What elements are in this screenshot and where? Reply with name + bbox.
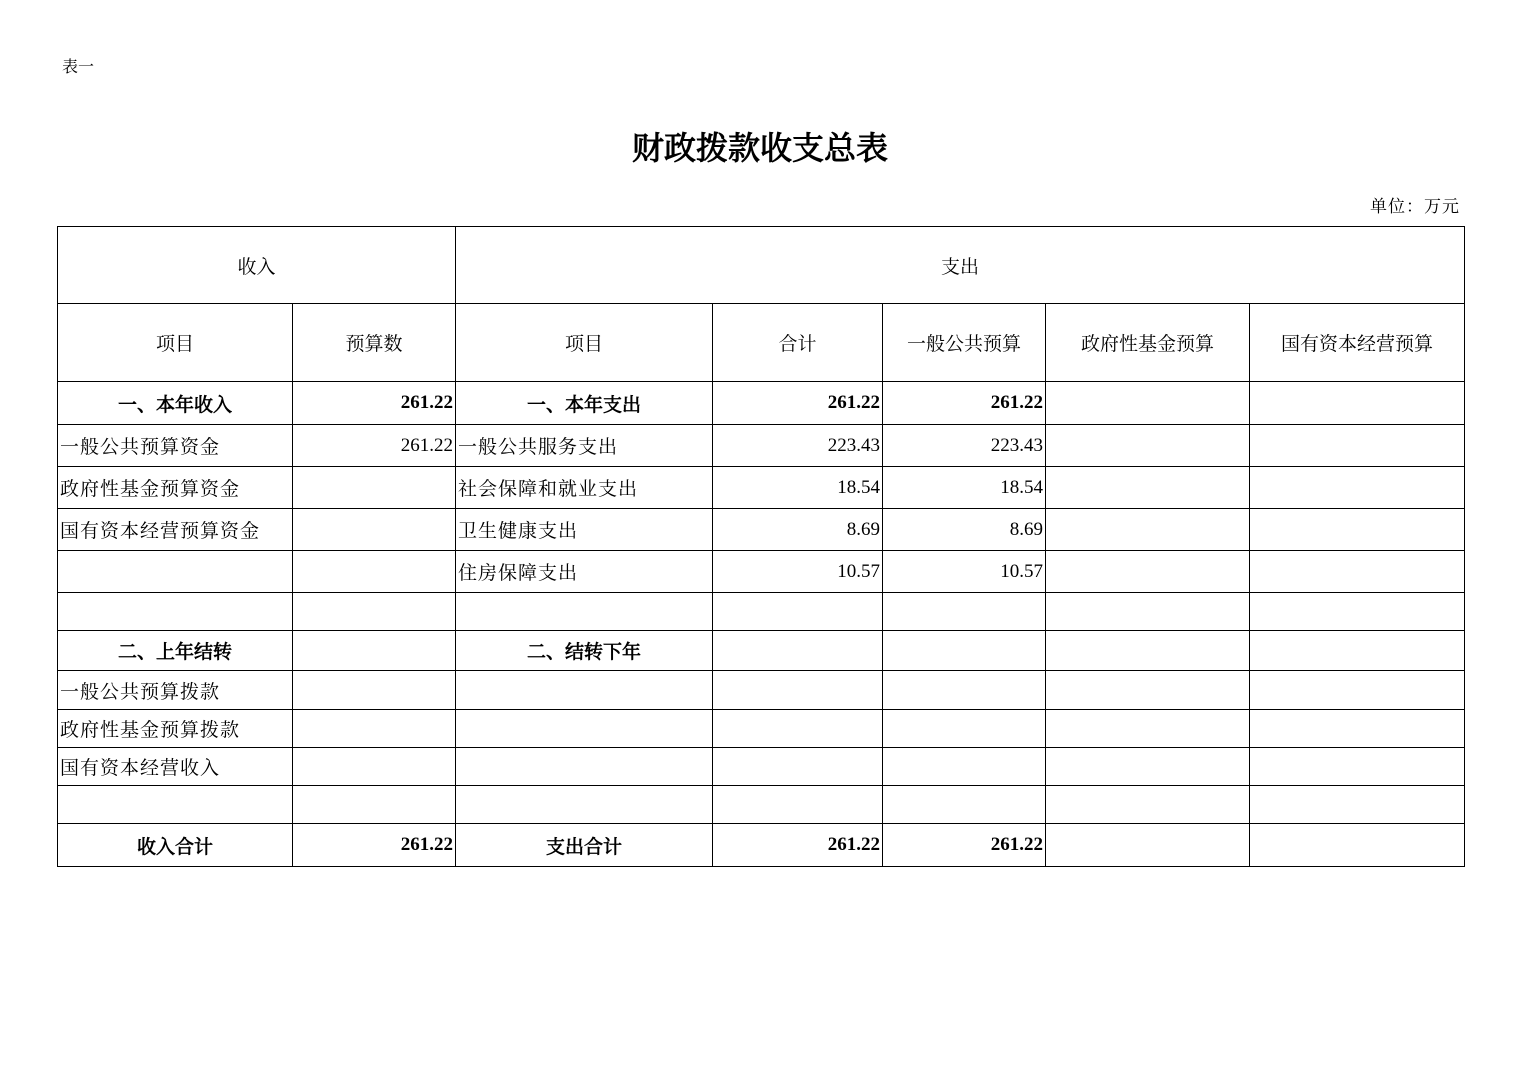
gov-fund-cell [1046,824,1250,867]
total-cell [713,631,883,671]
page-title: 财政拨款收支总表 [631,129,888,167]
empty-cell [58,593,293,631]
income-item-cell: 一、本年收入 [58,382,293,425]
gov-fund-cell [1046,467,1250,509]
expense-item-cell: 一般公共服务支出 [456,425,713,467]
general-cell: 223.43 [883,425,1046,467]
total-cell: 261.22 [713,382,883,425]
gov-fund-header: 政府性基金预算 [1046,304,1250,382]
unit-label: 单位：万元 [1370,197,1460,217]
table-row [58,382,1465,425]
expense-item-cell: 社会保障和就业支出 [456,467,713,509]
expense-item-cell: 一、本年支出 [456,382,713,425]
income-item-cell [58,551,293,593]
header-row-2 [58,304,1465,382]
total-cell: 10.57 [713,551,883,593]
income-header: 收入 [58,227,456,304]
total-header: 合计 [713,304,883,382]
total-cell: 223.43 [713,425,883,467]
total-cell: 8.69 [713,509,883,551]
gov-fund-cell [1046,551,1250,593]
general-cell: 261.22 [883,382,1046,425]
state-capital-cell [1250,710,1465,748]
state-capital-cell [1250,671,1465,710]
gov-fund-cell [1046,631,1250,671]
general-cell [883,631,1046,671]
expense-item-cell: 卫生健康支出 [456,509,713,551]
table-row [58,425,1465,467]
income-budget-header: 预算数 [293,304,456,382]
empty-cell [1250,593,1465,631]
income-item-cell: 政府性基金预算资金 [58,467,293,509]
table-row [58,593,1465,631]
income-budget-cell: 261.22 [293,382,456,425]
header-row-1 [58,227,1465,304]
general-cell: 10.57 [883,551,1046,593]
table-row [58,631,1465,671]
income-item-cell: 政府性基金预算拨款 [58,710,293,748]
income-item-cell: 一般公共预算拨款 [58,671,293,710]
state-capital-cell [1250,425,1465,467]
general-cell: 8.69 [883,509,1046,551]
total-cell: 261.22 [713,824,883,867]
gov-fund-cell [1046,382,1250,425]
total-cell [713,748,883,786]
state-capital-cell [1250,631,1465,671]
state-capital-cell [1250,467,1465,509]
state-capital-cell [1250,551,1465,593]
total-cell [713,710,883,748]
empty-cell [883,786,1046,824]
table-row [58,551,1465,593]
general-cell: 18.54 [883,467,1046,509]
income-budget-cell [293,467,456,509]
income-total-value: 261.22 [293,824,456,867]
table-label: 表一 [62,57,95,76]
fiscal-table [57,226,1465,867]
state-capital-cell [1250,509,1465,551]
empty-cell [58,786,293,824]
gov-fund-cell [1046,509,1250,551]
income-budget-cell [293,509,456,551]
income-budget-cell [293,748,456,786]
state-capital-cell [1250,824,1465,867]
state-capital-cell [1250,748,1465,786]
income-item-cell: 一般公共预算资金 [58,425,293,467]
income-item-cell: 国有资本经营预算资金 [58,509,293,551]
empty-cell [1046,593,1250,631]
table-row [58,671,1465,710]
income-item-header: 项目 [58,304,293,382]
state-capital-cell [1250,382,1465,425]
empty-cell [883,593,1046,631]
income-total-label: 收入合计 [58,824,293,867]
total-row [58,824,1465,867]
table-row [58,509,1465,551]
table-row [58,710,1465,748]
state-capital-header: 国有资本经营预算 [1250,304,1465,382]
empty-cell [713,593,883,631]
income-budget-cell [293,671,456,710]
income-item-cell: 国有资本经营收入 [58,748,293,786]
empty-cell [1250,786,1465,824]
table-row [58,748,1465,786]
empty-cell [293,786,456,824]
total-cell [713,671,883,710]
table-row [58,467,1465,509]
income-budget-cell [293,631,456,671]
gov-fund-cell [1046,710,1250,748]
expense-item-cell [456,710,713,748]
income-budget-cell [293,710,456,748]
empty-cell [1046,786,1250,824]
expense-header: 支出 [456,227,1465,304]
total-cell: 18.54 [713,467,883,509]
expense-item-cell: 二、结转下年 [456,631,713,671]
expense-item-cell [456,748,713,786]
general-cell [883,671,1046,710]
expense-item-cell: 住房保障支出 [456,551,713,593]
gov-fund-cell [1046,671,1250,710]
general-cell [883,710,1046,748]
income-budget-cell: 261.22 [293,425,456,467]
empty-cell [293,593,456,631]
general-budget-header: 一般公共预算 [883,304,1046,382]
expense-total-label: 支出合计 [456,824,713,867]
general-cell: 261.22 [883,824,1046,867]
empty-cell [713,786,883,824]
table-row [58,786,1465,824]
empty-cell [456,593,713,631]
gov-fund-cell [1046,748,1250,786]
income-budget-cell [293,551,456,593]
gov-fund-cell [1046,425,1250,467]
expense-item-header: 项目 [456,304,713,382]
income-item-cell: 二、上年结转 [58,631,293,671]
expense-item-cell [456,671,713,710]
empty-cell [456,786,713,824]
general-cell [883,748,1046,786]
